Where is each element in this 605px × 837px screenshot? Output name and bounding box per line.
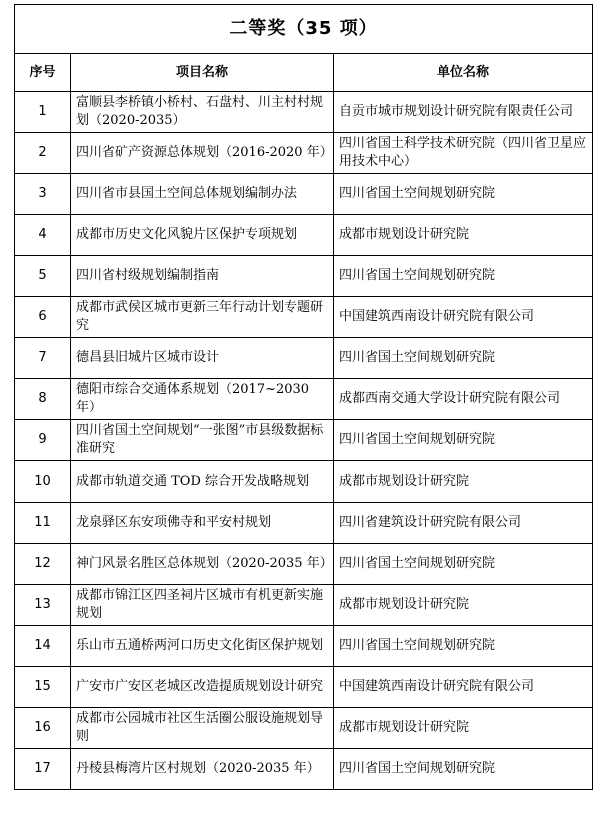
row-number: 16 [15,708,71,749]
unit-name: 四川省国土空间规划研究院 [334,338,593,379]
project-name: 广安市广安区老城区改造提质规划设计研究 [71,667,334,708]
row-number: 3 [15,174,71,215]
table-row [15,420,593,461]
table-row [15,297,593,338]
header-row [15,54,593,92]
row-number: 13 [15,585,71,626]
unit-name: 成都市规划设计研究院 [334,215,593,256]
row-number: 11 [15,503,71,544]
row-number: 10 [15,461,71,503]
table-row [15,503,593,544]
unit-name: 四川省国土空间规划研究院 [334,544,593,585]
row-number: 9 [15,420,71,461]
unit-name: 成都市规划设计研究院 [334,461,593,503]
unit-name: 四川省国土科学技术研究院（四川省卫星应用技术中心） [334,133,593,174]
unit-name: 四川省国土空间规划研究院 [334,749,593,790]
table-row [15,92,593,133]
project-name: 富顺县李桥镇小桥村、石盘村、川主村村规划（2020-2035） [71,92,334,133]
table-row [15,256,593,297]
row-number: 14 [15,626,71,667]
unit-name: 四川省国土空间规划研究院 [334,420,593,461]
table-title: 二等奖（35 项） [15,5,593,54]
table-row [15,133,593,174]
project-name: 四川省矿产资源总体规划（2016-2020 年） [71,133,334,174]
project-name: 四川省国土空间规划“一张图”市县级数据标准研究 [71,420,334,461]
row-number: 4 [15,215,71,256]
unit-name: 四川省国土空间规划研究院 [334,256,593,297]
row-number: 5 [15,256,71,297]
project-name: 成都市历史文化风貌片区保护专项规划 [71,215,334,256]
project-name: 四川省市县国土空间总体规划编制办法 [71,174,334,215]
project-name: 成都市轨道交通 TOD 综合开发战略规划 [71,461,334,503]
row-number: 6 [15,297,71,338]
unit-name: 成都市规划设计研究院 [334,585,593,626]
row-number: 8 [15,379,71,420]
table-row [15,667,593,708]
unit-name: 中国建筑西南设计研究院有限公司 [334,667,593,708]
unit-name: 自贡市城市规划设计研究院有限责任公司 [334,92,593,133]
project-name: 丹棱县梅湾片区村规划（2020-2035 年） [71,749,334,790]
table-body [15,92,593,790]
row-number: 12 [15,544,71,585]
table-row [15,215,593,256]
project-name: 神门风景名胜区总体规划（2020-2035 年） [71,544,334,585]
table-row [15,461,593,503]
row-number: 1 [15,92,71,133]
project-name: 成都市武侯区城市更新三年行动计划专题研究 [71,297,334,338]
unit-name: 中国建筑西南设计研究院有限公司 [334,297,593,338]
project-name: 龙泉驿区东安项佛寺和平安村规划 [71,503,334,544]
row-number: 2 [15,133,71,174]
project-name: 乐山市五通桥两河口历史文化街区保护规划 [71,626,334,667]
project-name: 德昌县旧城片区城市设计 [71,338,334,379]
table-row [15,544,593,585]
header-index: 序号 [15,54,71,92]
row-number: 15 [15,667,71,708]
project-name: 德阳市综合交通体系规划（2017~2030 年） [71,379,334,420]
table-row [15,174,593,215]
table-row [15,749,593,790]
project-name: 成都市锦江区四圣祠片区城市有机更新实施规划 [71,585,334,626]
table-row [15,585,593,626]
unit-name: 成都西南交通大学设计研究院有限公司 [334,379,593,420]
table-row [15,379,593,420]
project-name: 成都市公园城市社区生活圈公服设施规划导则 [71,708,334,749]
table-row [15,708,593,749]
header-project: 项目名称 [71,54,334,92]
award-table [14,4,593,790]
unit-name: 成都市规划设计研究院 [334,708,593,749]
table-row [15,626,593,667]
project-name: 四川省村级规划编制指南 [71,256,334,297]
row-number: 7 [15,338,71,379]
row-number: 17 [15,749,71,790]
unit-name: 四川省建筑设计研究院有限公司 [334,503,593,544]
table-row [15,338,593,379]
title-row [15,5,593,54]
unit-name: 四川省国土空间规划研究院 [334,626,593,667]
unit-name: 四川省国土空间规划研究院 [334,174,593,215]
header-unit: 单位名称 [334,54,593,92]
